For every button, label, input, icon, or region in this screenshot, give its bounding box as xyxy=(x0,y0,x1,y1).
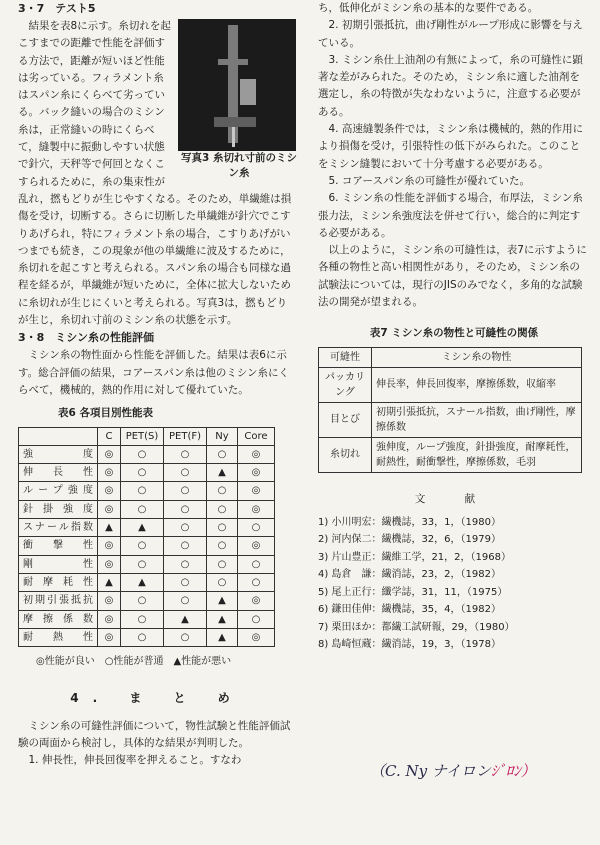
table7-caption: 表7 ミシン糸の物性と可縫性の関係 xyxy=(369,327,539,340)
table6-cell: ▲ xyxy=(98,573,121,591)
table6-cell: ◎ xyxy=(98,537,121,555)
table6-cell: ○ xyxy=(121,537,164,555)
reference-item: 7) 栗田ほか：都繊工試研報，29，（1980） xyxy=(318,621,515,633)
table6-row xyxy=(19,573,275,591)
table6-row xyxy=(19,464,275,482)
table6-cell: ○ xyxy=(207,500,238,518)
section-4-item-1: 1. 伸長性，伸長回復率を押えること。すなわ xyxy=(28,754,242,767)
table7-body xyxy=(319,367,582,472)
section-4-paragraph: ミシン糸の可縫性評価について，物性試験と性能評価試験の両面から検討し，具体的な結果が判明した。 xyxy=(18,719,291,749)
reference-item: 6) 鎌田佳伸：繊機誌，35，4，（1982） xyxy=(318,604,501,616)
table6-header-row xyxy=(19,427,275,445)
table6-cell: ○ xyxy=(207,537,238,555)
table6-cell: ○ xyxy=(121,445,164,463)
table6-row-label: 摩擦係数 xyxy=(19,610,98,628)
table6-cell: ○ xyxy=(164,445,207,463)
table6-cell: ○ xyxy=(207,519,238,537)
table7-properties: 伸長率，伸長回復率，摩擦係数，収縮率 xyxy=(372,367,582,402)
table6-cell: ◎ xyxy=(238,628,275,646)
table6-cell: ▲ xyxy=(207,610,238,628)
table7-row xyxy=(319,437,582,472)
table6-row xyxy=(19,628,275,646)
reference-item: 4) 島倉 謙：繊消誌，23，2，（1982） xyxy=(318,569,501,581)
table6-row-label: 耐摩耗性 xyxy=(19,573,98,591)
table6-cell: ▲ xyxy=(98,519,121,537)
table6-cell: ○ xyxy=(164,519,207,537)
table6-row xyxy=(19,537,275,555)
table6-row xyxy=(19,555,275,573)
table7-properties: 初期引張抵抗，スナール指数，曲げ剛性，摩擦係数 xyxy=(372,402,582,437)
table6-col-header: C xyxy=(98,427,121,445)
table7-header-props: ミシン糸の物性 xyxy=(372,347,582,367)
table7 xyxy=(318,347,582,473)
table6-cell: ◎ xyxy=(98,592,121,610)
section-3-7-heading: 3・7 テスト5 xyxy=(18,2,96,15)
references-list xyxy=(318,514,590,654)
table6-row xyxy=(19,445,275,463)
table7-category: 糸切れ xyxy=(319,437,372,472)
section-4-heading: 4. ま と め xyxy=(70,691,244,706)
section-4-item-6: 6. ミシン糸の性能を評価する場合，布厚法，ミシン糸張力法，ミシン糸強度法を併せて行い，総合的に判定する必要がある。 xyxy=(318,192,583,239)
table6-cell: ◎ xyxy=(98,555,121,573)
table7-header-cat: 可縫性 xyxy=(319,347,372,367)
table6-row-label: 伸長性 xyxy=(19,464,98,482)
table6-row-label: 耐熱性 xyxy=(19,628,98,646)
table6-cell: ○ xyxy=(238,519,275,537)
section-3-7-paragraph: 結果を表8に示す。糸切れを起こすまでの距離で性能を評価する方法で，距離が短いほど性能は劣っている。フィラメント糸はスパン糸にくらべて劣っている。バック縫いの場合のミシン糸は，正常縫いの時にくらべて，縫製中に振動しやすい状態で針穴，天秤等で何回となくこすられるために，糸の集束性が乱れ，撚もどりが生じやすくなる。そのため，単繊維は損傷を受け，切断する。さらに切断した単繊維が針穴でこすりあげられ，特にフィラメント糸の場合，こすりあげがいつまでも続き，この現象が他の単繊維に波及するために，糸切れを起こすと考えられる。スパン糸の場合も同様な過程を経るが，単繊維が短いために，全体に拡大しないために糸切れが生じにくいと考えられる。写真3は，撚もどりが生じ，糸切れ寸前のミシン糸の状態を示す。 xyxy=(18,20,292,327)
section-4-item-4: 4. 高速縫製条件では，ミシン糸は機械的，熱的作用により損傷を受け，引張特性の低下がみられた。このことをミシン縫製において十分考慮する必要がある。 xyxy=(318,123,584,170)
table6-row-label: 強度 xyxy=(19,445,98,463)
table6-cell: ○ xyxy=(121,592,164,610)
section-3-8-paragraph: ミシン糸の物性面から性能を評価した。結果は表6に示す。総合評価の結果，コアースパン糸は他のミシン糸にくらべて，機械的，熱的作用に対して優れていた。 xyxy=(18,349,290,396)
table6-row-label: ループ強度 xyxy=(19,482,98,500)
table6-row xyxy=(19,500,275,518)
table6-cell: ◎ xyxy=(238,500,275,518)
table6-cell: ○ xyxy=(207,445,238,463)
table6-cell: ○ xyxy=(164,482,207,500)
section-4-item-3: 3. ミシン糸仕上油剤の有無によって，糸の可縫性に顕著な差がみられた。そのため，ミシン糸に適した油剤を選定し，糸の特徴が失なわないように，注意する必要がある。 xyxy=(318,53,583,118)
table6-cell: ▲ xyxy=(121,573,164,591)
handwritten-note-text: （C. Ny ナイロン xyxy=(370,762,491,780)
table6-cell: ○ xyxy=(121,628,164,646)
table6-cell: ○ xyxy=(121,610,164,628)
reference-item: 5) 尾上正行：纖学誌，31，11，（1975） xyxy=(318,586,508,598)
table6-col-header: PET(F) xyxy=(164,427,207,445)
table6-col-header: Core xyxy=(238,427,275,445)
table6-cell: ○ xyxy=(164,500,207,518)
table6-col-header: PET(S) xyxy=(121,427,164,445)
table6-row xyxy=(19,610,275,628)
table6-cell: ◎ xyxy=(98,482,121,500)
section-3-8-heading: 3・8 ミシン糸の性能評価 xyxy=(18,331,155,345)
table6-cell: ○ xyxy=(164,592,207,610)
table6-cell: ○ xyxy=(207,573,238,591)
table6-row-label: 剛性 xyxy=(19,555,98,573)
table6-body xyxy=(19,445,275,646)
table6-cell: ○ xyxy=(121,555,164,573)
table7-category: パッカリング xyxy=(319,367,372,402)
table6-cell: ◎ xyxy=(238,445,275,463)
table6-cell: ▲ xyxy=(207,628,238,646)
table6-cell: ○ xyxy=(164,573,207,591)
reference-item: 2) 河内保二：繊機誌，32，6，（1979） xyxy=(318,534,501,546)
table6-cell: ◎ xyxy=(238,592,275,610)
table6-cell: ○ xyxy=(164,555,207,573)
table6-cell: ○ xyxy=(164,464,207,482)
table6-cell: ◎ xyxy=(98,500,121,518)
reference-item: 3) 片山豊正：繊維工学，21，2，（1968） xyxy=(318,551,511,563)
table6-row-label: 衝撃性 xyxy=(19,537,98,555)
table6-cell: ▲ xyxy=(164,610,207,628)
table6-corner xyxy=(19,427,98,445)
table6-cell: ○ xyxy=(121,482,164,500)
table6-row-label: 初期引張抵抗 xyxy=(19,592,98,610)
left-column xyxy=(18,0,296,770)
section-4-item-1-cont: ち，低伸化がミシン糸の基本的な要件である。 xyxy=(318,2,539,14)
table6-cell: ○ xyxy=(238,573,275,591)
reference-item: 1) 小川明宏：繊機誌，33，1，（1980） xyxy=(318,516,501,528)
table6-cell: ◎ xyxy=(98,610,121,628)
table6-cell: ◎ xyxy=(238,482,275,500)
table6-cell: ○ xyxy=(164,537,207,555)
table6-row-label: 針掛強度 xyxy=(19,500,98,518)
table6-cell: ◎ xyxy=(238,464,275,482)
table7-header-row xyxy=(319,347,582,367)
table6-row-label: スナール指数 xyxy=(19,519,98,537)
table6-cell: ○ xyxy=(207,482,238,500)
table6-cell: ○ xyxy=(207,555,238,573)
photo-3-caption: 写真3 糸切れ寸前のミシン糸 xyxy=(181,152,297,179)
photo-3-image xyxy=(178,19,296,151)
references-heading: 文 献 xyxy=(414,492,494,505)
handwritten-note-correction: ｼﾞﾛﾝ） xyxy=(490,762,536,780)
table6-cell: ◎ xyxy=(98,445,121,463)
table7-row xyxy=(319,402,582,437)
table6-cell: ○ xyxy=(238,555,275,573)
right-column xyxy=(318,0,590,654)
table6-cell: ○ xyxy=(238,610,275,628)
table6 xyxy=(18,427,275,648)
table6-cell: ▲ xyxy=(207,464,238,482)
table6-cell: ▲ xyxy=(207,592,238,610)
table6-row xyxy=(19,519,275,537)
table6-cell: ◎ xyxy=(238,537,275,555)
photo-3-figure xyxy=(178,19,300,181)
table7-row xyxy=(319,367,582,402)
table6-caption: 表6 各項目別性能表 xyxy=(58,407,153,420)
section-4-item-5: 5. コアースパン糸の可縫性が優れていた。 xyxy=(328,174,531,187)
table6-cell: ○ xyxy=(121,500,164,518)
table6-cell: ○ xyxy=(164,628,207,646)
table7-properties: 強伸度，ループ強度，針掛強度，耐摩耗性，耐熱性，耐衝撃性，摩擦係数，毛羽 xyxy=(372,437,582,472)
handwritten-note xyxy=(370,760,536,781)
reference-item: 8) 島崎恒蔵：繊消誌，19，3，（1978） xyxy=(318,639,501,651)
table6-cell: ○ xyxy=(121,464,164,482)
table6-cell: ▲ xyxy=(121,519,164,537)
table6-cell: ◎ xyxy=(98,628,121,646)
table6-legend: ◎性能が良い ○性能が普通 ▲性能が悪い xyxy=(36,656,232,668)
table6-cell: ◎ xyxy=(98,464,121,482)
table7-category: 目とび xyxy=(319,402,372,437)
table6-row xyxy=(19,482,275,500)
table6-row xyxy=(19,592,275,610)
section-4-item-2: 2. 初期引張抵抗，曲げ剛性がループ形成に影響を与えている。 xyxy=(318,19,583,49)
conclusion-paragraph: 以上のように，ミシン糸の可縫性は，表7に示すように各種の物性と高い相関性があり，そのため，ミシン糸の試験法については，現行のJISのみでなく，多角的な試験法の開発が望まれる。 xyxy=(318,244,587,309)
table6-col-header: Ny xyxy=(207,427,238,445)
